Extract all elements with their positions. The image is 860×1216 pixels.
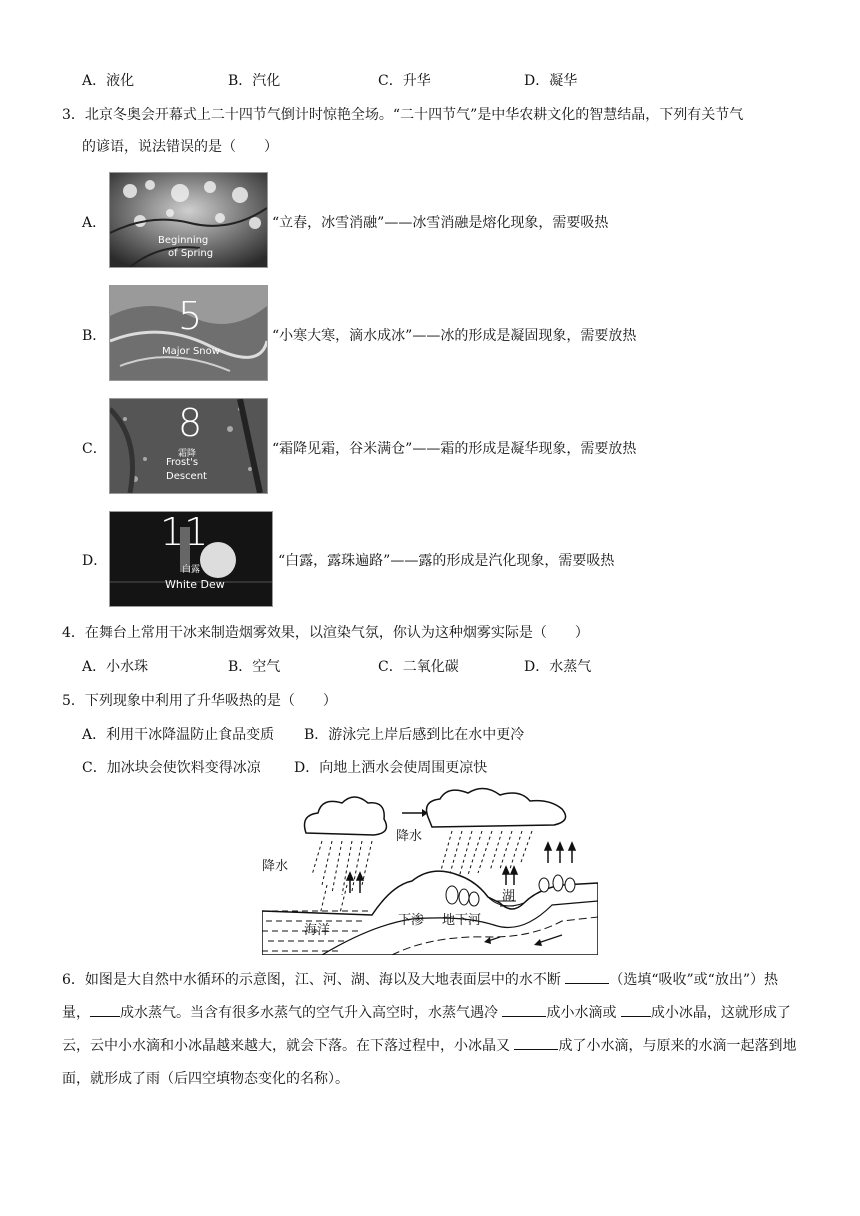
- q5-stem: 5．下列现象中利用了升华吸热的是（ ）: [62, 693, 337, 709]
- q4-option-d: D．水蒸气: [524, 659, 592, 675]
- label-rain-left: 降水: [262, 859, 289, 874]
- q6-text-5: 成小冰晶，这就形成了云，云中小水滴和小冰晶越来越大，就会下落。在下落过程中，小冰晶又: [62, 1005, 791, 1054]
- label-rain-right: 降水: [396, 829, 423, 844]
- major-snow-caption: Major Snow: [162, 346, 220, 357]
- q2-option-a: A．液化: [82, 73, 135, 89]
- q3-option-a-letter: A．: [82, 215, 107, 231]
- white-dew-image: [109, 511, 273, 607]
- white-dew-caption-2: White Dew: [165, 578, 225, 591]
- q2-option-d: D．凝华: [524, 73, 578, 89]
- q6-paragraph: [62, 964, 802, 1096]
- q4-option-a: A．小水珠: [82, 659, 149, 675]
- q3-option-a-text: “立春，冰雪消融”——冰雪消融是熔化现象，需要吸热: [272, 215, 609, 231]
- q6-text-3: 成水蒸气。当含有很多水蒸气的空气升入高空时，水蒸气遇冷: [120, 1005, 503, 1021]
- label-seep: 下渗: [398, 913, 425, 928]
- frost-image: [109, 398, 268, 494]
- q6-blank-4[interactable]: [621, 1002, 651, 1017]
- q5-option-a: A．利用干冰降温防止食品变质: [82, 727, 275, 743]
- q3-stem-line1: 3．北京冬奥会开幕式上二十四节气倒计时惊艳全场。“二十四节气”是中华农耕文化的智慧结晶，下列有关节气: [62, 107, 744, 123]
- q3-option-d-letter: D．: [82, 553, 108, 569]
- spring-image: [109, 172, 268, 268]
- white-dew-number: 11: [160, 511, 209, 554]
- major-snow-number: 5: [178, 294, 203, 338]
- q6-text-4: 成小水滴或: [546, 1005, 621, 1021]
- q2-option-b: B．汽化: [228, 73, 281, 89]
- q6-blank-3[interactable]: [502, 1002, 546, 1017]
- label-ocean: 海洋: [304, 923, 331, 938]
- white-dew-caption-1: 白露: [182, 565, 201, 575]
- q3-option-c-letter: C．: [82, 441, 107, 457]
- q6-text-2: （选填“吸收”或“放出”）热量，: [62, 972, 778, 1021]
- frost-number: 8: [178, 401, 203, 445]
- q5-option-c: C．加冰块会使饮料变得冰凉: [82, 760, 261, 776]
- q3-option-b-text: “小寒大寒，滴水成冰”——冰的形成是凝固现象，需要放热: [272, 328, 637, 344]
- frost-caption-2: Frost's: [166, 457, 199, 468]
- spring-caption-2: of Spring: [168, 248, 214, 259]
- q4-option-c: C．二氧化碳: [378, 659, 459, 675]
- q3-stem-line2: 的谚语，说法错误的是（ ）: [82, 139, 278, 155]
- frost-caption-1: 霜降: [178, 449, 197, 459]
- q6-text-1: 6．如图是大自然中水循环的示意图，江、河、湖、海以及大地表面层中的水不断: [62, 972, 566, 988]
- q5-option-b: B．游泳完上岸后感到比在水中更冷: [304, 727, 525, 743]
- q5-option-d: D．向地上洒水会使周围更凉快: [294, 760, 488, 776]
- major-snow-image: [109, 285, 268, 381]
- q6-text-6: 成了小水滴，与原来的水滴一起落到地面，就形成了雨（后四空填物态变化的名称）。: [62, 1038, 797, 1087]
- q4-stem: 4．在舞台上常用干冰来制造烟雾效果，以渲染气氛，你认为这种烟雾实际是（ ）: [62, 625, 589, 641]
- q3-option-b-letter: B．: [82, 328, 107, 344]
- q6-blank-5[interactable]: [514, 1035, 558, 1050]
- label-lake: 湖: [502, 889, 516, 904]
- q6-blank-1[interactable]: [565, 969, 609, 984]
- q3-option-d-text: “白露，露珠遍路”——露的形成是汽化现象，需要吸热: [278, 553, 615, 569]
- water-cycle-diagram: [262, 785, 598, 955]
- q3-option-c-text: “霜降见霜，谷米满仓”——霜的形成是凝华现象，需要放热: [272, 441, 637, 457]
- label-underground-river: 地下河: [442, 913, 482, 928]
- q4-option-b: B．空气: [228, 659, 281, 675]
- frost-caption-3: Descent: [166, 471, 207, 482]
- q6-blank-2[interactable]: [90, 1002, 120, 1017]
- spring-caption-1: Beginning: [158, 235, 209, 246]
- q2-option-c: C．升华: [378, 73, 431, 89]
